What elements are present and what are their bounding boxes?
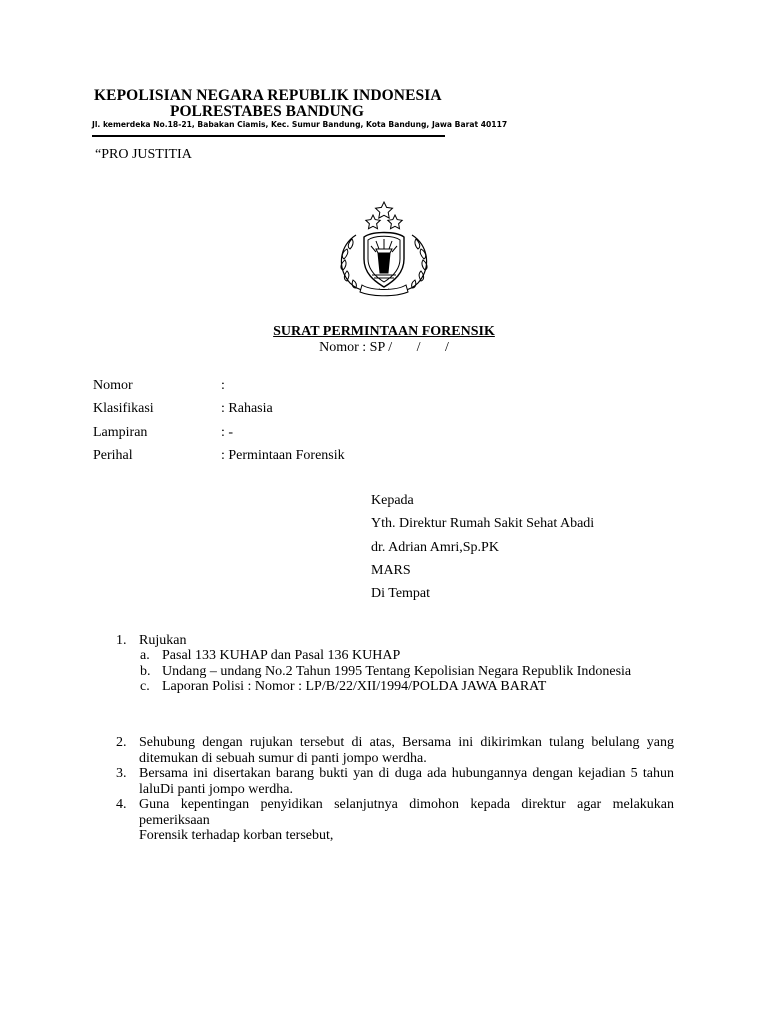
meta-value-nomor: : bbox=[221, 378, 225, 393]
recipient-line: Kepada bbox=[371, 493, 414, 508]
document-number: Nomor : SP / / / bbox=[319, 340, 449, 355]
letterhead-divider bbox=[92, 135, 445, 137]
recipient-line: Yth. Direktur Rumah Sakit Sehat Abadi bbox=[371, 516, 595, 531]
meta-label-nomor: Nomor bbox=[93, 378, 133, 393]
organization-name: KEPOLISIAN NEGARA REPUBLIK INDONESIA bbox=[94, 87, 442, 104]
meta-value-lampiran: : - bbox=[221, 425, 234, 440]
paragraph-4: Guna kepentingan penyidikan selanjutnya dimohon kepada direktur agar melakukan pemeriksaan bbox=[139, 797, 674, 828]
recipient-line: dr. Adrian Amri,Sp.PK bbox=[371, 540, 499, 555]
reference-text: Pasal 133 KUHAP dan Pasal 136 KUHAP bbox=[162, 648, 401, 663]
organization-unit: POLRESTABES BANDUNG bbox=[170, 103, 364, 120]
reference-letter: a. bbox=[140, 648, 150, 663]
list-number: 2. bbox=[116, 735, 127, 750]
document-title: SURAT PERMINTAAN FORENSIK bbox=[273, 324, 495, 339]
list-text: Rujukan bbox=[139, 633, 187, 648]
paragraph-3: Bersama ini disertakan barang bukti yan di duga ada hubungannya dengan kejadian 5 tahun laluDi panti jompo werdha. bbox=[139, 766, 674, 797]
list-number: 4. bbox=[116, 797, 127, 812]
police-emblem-icon bbox=[328, 197, 440, 297]
recipient-line: Di Tempat bbox=[371, 586, 431, 601]
meta-label-perihal: Perihal bbox=[93, 448, 133, 463]
meta-label-lampiran: Lampiran bbox=[93, 425, 148, 440]
meta-value-klasifikasi: : Rahasia bbox=[221, 401, 273, 416]
paragraph-4-continuation: Forensik terhadap korban tersebut, bbox=[139, 828, 334, 843]
reference-letter: b. bbox=[140, 664, 151, 679]
pro-justitia-label: “PRO JUSTITIA bbox=[95, 147, 192, 162]
list-number: 1. bbox=[116, 633, 127, 648]
meta-label-klasifikasi: Klasifikasi bbox=[93, 401, 154, 416]
reference-text: Laporan Polisi : Nomor : LP/B/22/XII/1994/POLDA JAWA BARAT bbox=[162, 679, 547, 694]
reference-letter: c. bbox=[140, 679, 150, 694]
organization-address: Jl. kemerdeka No.18-21, Babakan Ciamis, Kec. Sumur Bandung, Kota Bandung, Jawa Barat 40117 bbox=[92, 120, 508, 129]
list-number: 3. bbox=[116, 766, 127, 781]
reference-text: Undang – undang No.2 Tahun 1995 Tentang Kepolisian Negara Republik Indonesia bbox=[162, 664, 632, 679]
paragraph-2: Sehubung dengan rujukan tersebut di atas, Bersama ini dikirimkan tulang belulang yang ditemukan di sebuah sumur di panti jompo werdha. bbox=[139, 735, 674, 766]
meta-value-perihal: : Permintaan Forensik bbox=[221, 448, 345, 463]
recipient-line: MARS bbox=[371, 563, 411, 578]
